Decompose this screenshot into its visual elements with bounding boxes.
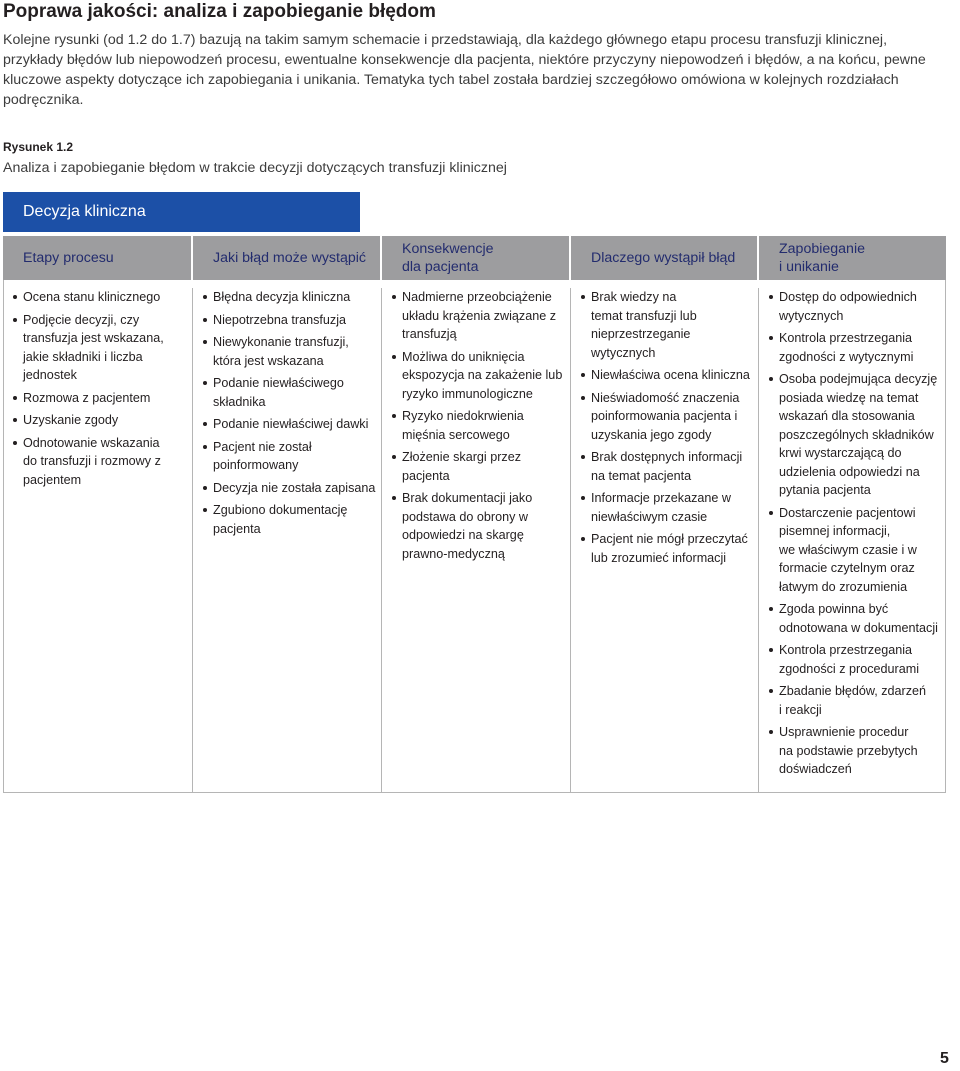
list-item: Kontrola przestrzegania zgodności z wytycznymi: [769, 329, 946, 366]
column-process-stages: [3, 288, 193, 792]
list-item: Decyzja nie została zapisana: [203, 479, 381, 498]
list-item: Niewykonanie transfuzji, która jest wskazana: [203, 333, 381, 370]
list-item: Zgoda powinna być odnotowana w dokumentacji: [769, 600, 946, 637]
list-item: Złożenie skargi przez pacjenta: [392, 448, 570, 485]
intro-paragraph: Kolejne rysunki (od 1.2 do 1.7) bazują na takim samym schemacie i przedstawiają, dla każdego głównego etapu procesu transfuzji klinicznej, przykłady błędów lub niepowodzeń procesu, ewentualne konsekwencje dla pacjenta, niektóre przyczyny niepowodzeń i błędów, a na końcu, pewne kluczowe aspekty dotyczące ich zapobiegania i unikania. Tematyka tych tabel została bardziej szczegółowo omówiona w kolejnych rozdziałach podręcznika.: [3, 32, 926, 108]
list-item: Informacje przekazane w niewłaściwym czasie: [581, 489, 758, 526]
column-prevention: [759, 288, 946, 792]
error-analysis-table: [3, 236, 946, 793]
header-error-cause: Dlaczego wystąpił błąd: [571, 236, 759, 280]
list-item: Brak dostępnych informacji na temat pacjenta: [581, 448, 758, 485]
table-body: [3, 288, 946, 792]
list-item: Uzyskanie zgody: [13, 411, 192, 430]
list-item: Niepotrzebna transfuzja: [203, 311, 381, 330]
page-heading: Poprawa jakości: analiza i zapobieganie błędom: [3, 1, 436, 22]
header-possible-error: Jaki błąd może wystąpić: [193, 236, 382, 280]
figure-caption: Analiza i zapobieganie błędom w trakcie decyzji dotyczących transfuzji klinicznej: [3, 160, 507, 176]
figure-label: Rysunek 1.2: [3, 140, 74, 154]
possible-error-list: [203, 288, 381, 538]
list-item: Usprawnienie procedur na podstawie przebytych doświadczeń: [769, 723, 946, 779]
list-item: Nadmierne przeobciążenie układu krążenia związane z transfuzją: [392, 288, 570, 344]
column-possible-error: [193, 288, 382, 792]
list-item: Podjęcie decyzji, czy transfuzja jest wskazana, jakie składniki i liczba jednostek: [13, 311, 192, 385]
list-item: Zgubiono dokumentację pacjenta: [203, 501, 381, 538]
list-item: Podanie niewłaściwej dawki: [203, 415, 381, 434]
list-item: Możliwa do uniknięcia ekspozycja na zakażenie lub ryzyko immunologiczne: [392, 348, 570, 404]
list-item: Ocena stanu klinicznego: [13, 288, 192, 307]
page-number: 5: [940, 1050, 949, 1067]
list-item: Dostęp do odpowiednich wytycznych: [769, 288, 946, 325]
list-item: Ryzyko niedokrwienia mięśnia sercowego: [392, 407, 570, 444]
prevention-list: [769, 288, 946, 779]
header-prevention: Zapobieganie i unikanie: [759, 236, 946, 280]
table-header-row: [3, 236, 946, 280]
column-patient-consequences: [382, 288, 571, 792]
patient-consequences-list: [392, 288, 570, 563]
list-item: Osoba podejmująca decyzję posiada wiedzę na temat wskazań dla stosowania poszczególnych składników krwi wystarczającą do udzielenia odpowiedzi na pytania pacjenta: [769, 370, 946, 500]
list-item: Brak dokumentacji jako podstawa do obrony w odpowiedzi na skargę prawno-medyczną: [392, 489, 570, 563]
list-item: Brak wiedzy na temat transfuzji lub nieprzestrzeganie wytycznych: [581, 288, 758, 362]
header-process-stages: Etapy procesu: [3, 236, 193, 280]
list-item: Błędna decyzja kliniczna: [203, 288, 381, 307]
column-error-cause: [571, 288, 759, 792]
list-item: Dostarczenie pacjentowi pisemnej informacji, we właściwym czasie i w formacie czytelnym oraz łatwym do zrozumienia: [769, 504, 946, 597]
list-item: Nieświadomość znaczenia poinformowania pacjenta i uzyskania jego zgody: [581, 389, 758, 445]
list-item: Kontrola przestrzegania zgodności z procedurami: [769, 641, 946, 678]
list-item: Pacjent nie został poinformowany: [203, 438, 381, 475]
list-item: Zbadanie błędów, zdarzeń i reakcji: [769, 682, 946, 719]
list-item: Niewłaściwa ocena kliniczna: [581, 366, 758, 385]
header-patient-consequences: Konsekwencje dla pacjenta: [382, 236, 571, 280]
list-item: Odnotowanie wskazania do transfuzji i rozmowy z pacjentem: [13, 434, 192, 490]
list-item: Rozmowa z pacjentem: [13, 389, 192, 408]
error-cause-list: [581, 288, 758, 567]
section-tab: Decyzja kliniczna: [3, 192, 360, 232]
list-item: Podanie niewłaściwego składnika: [203, 374, 381, 411]
process-stages-list: [13, 288, 192, 489]
list-item: Pacjent nie mógł przeczytać lub zrozumieć informacji: [581, 530, 758, 567]
